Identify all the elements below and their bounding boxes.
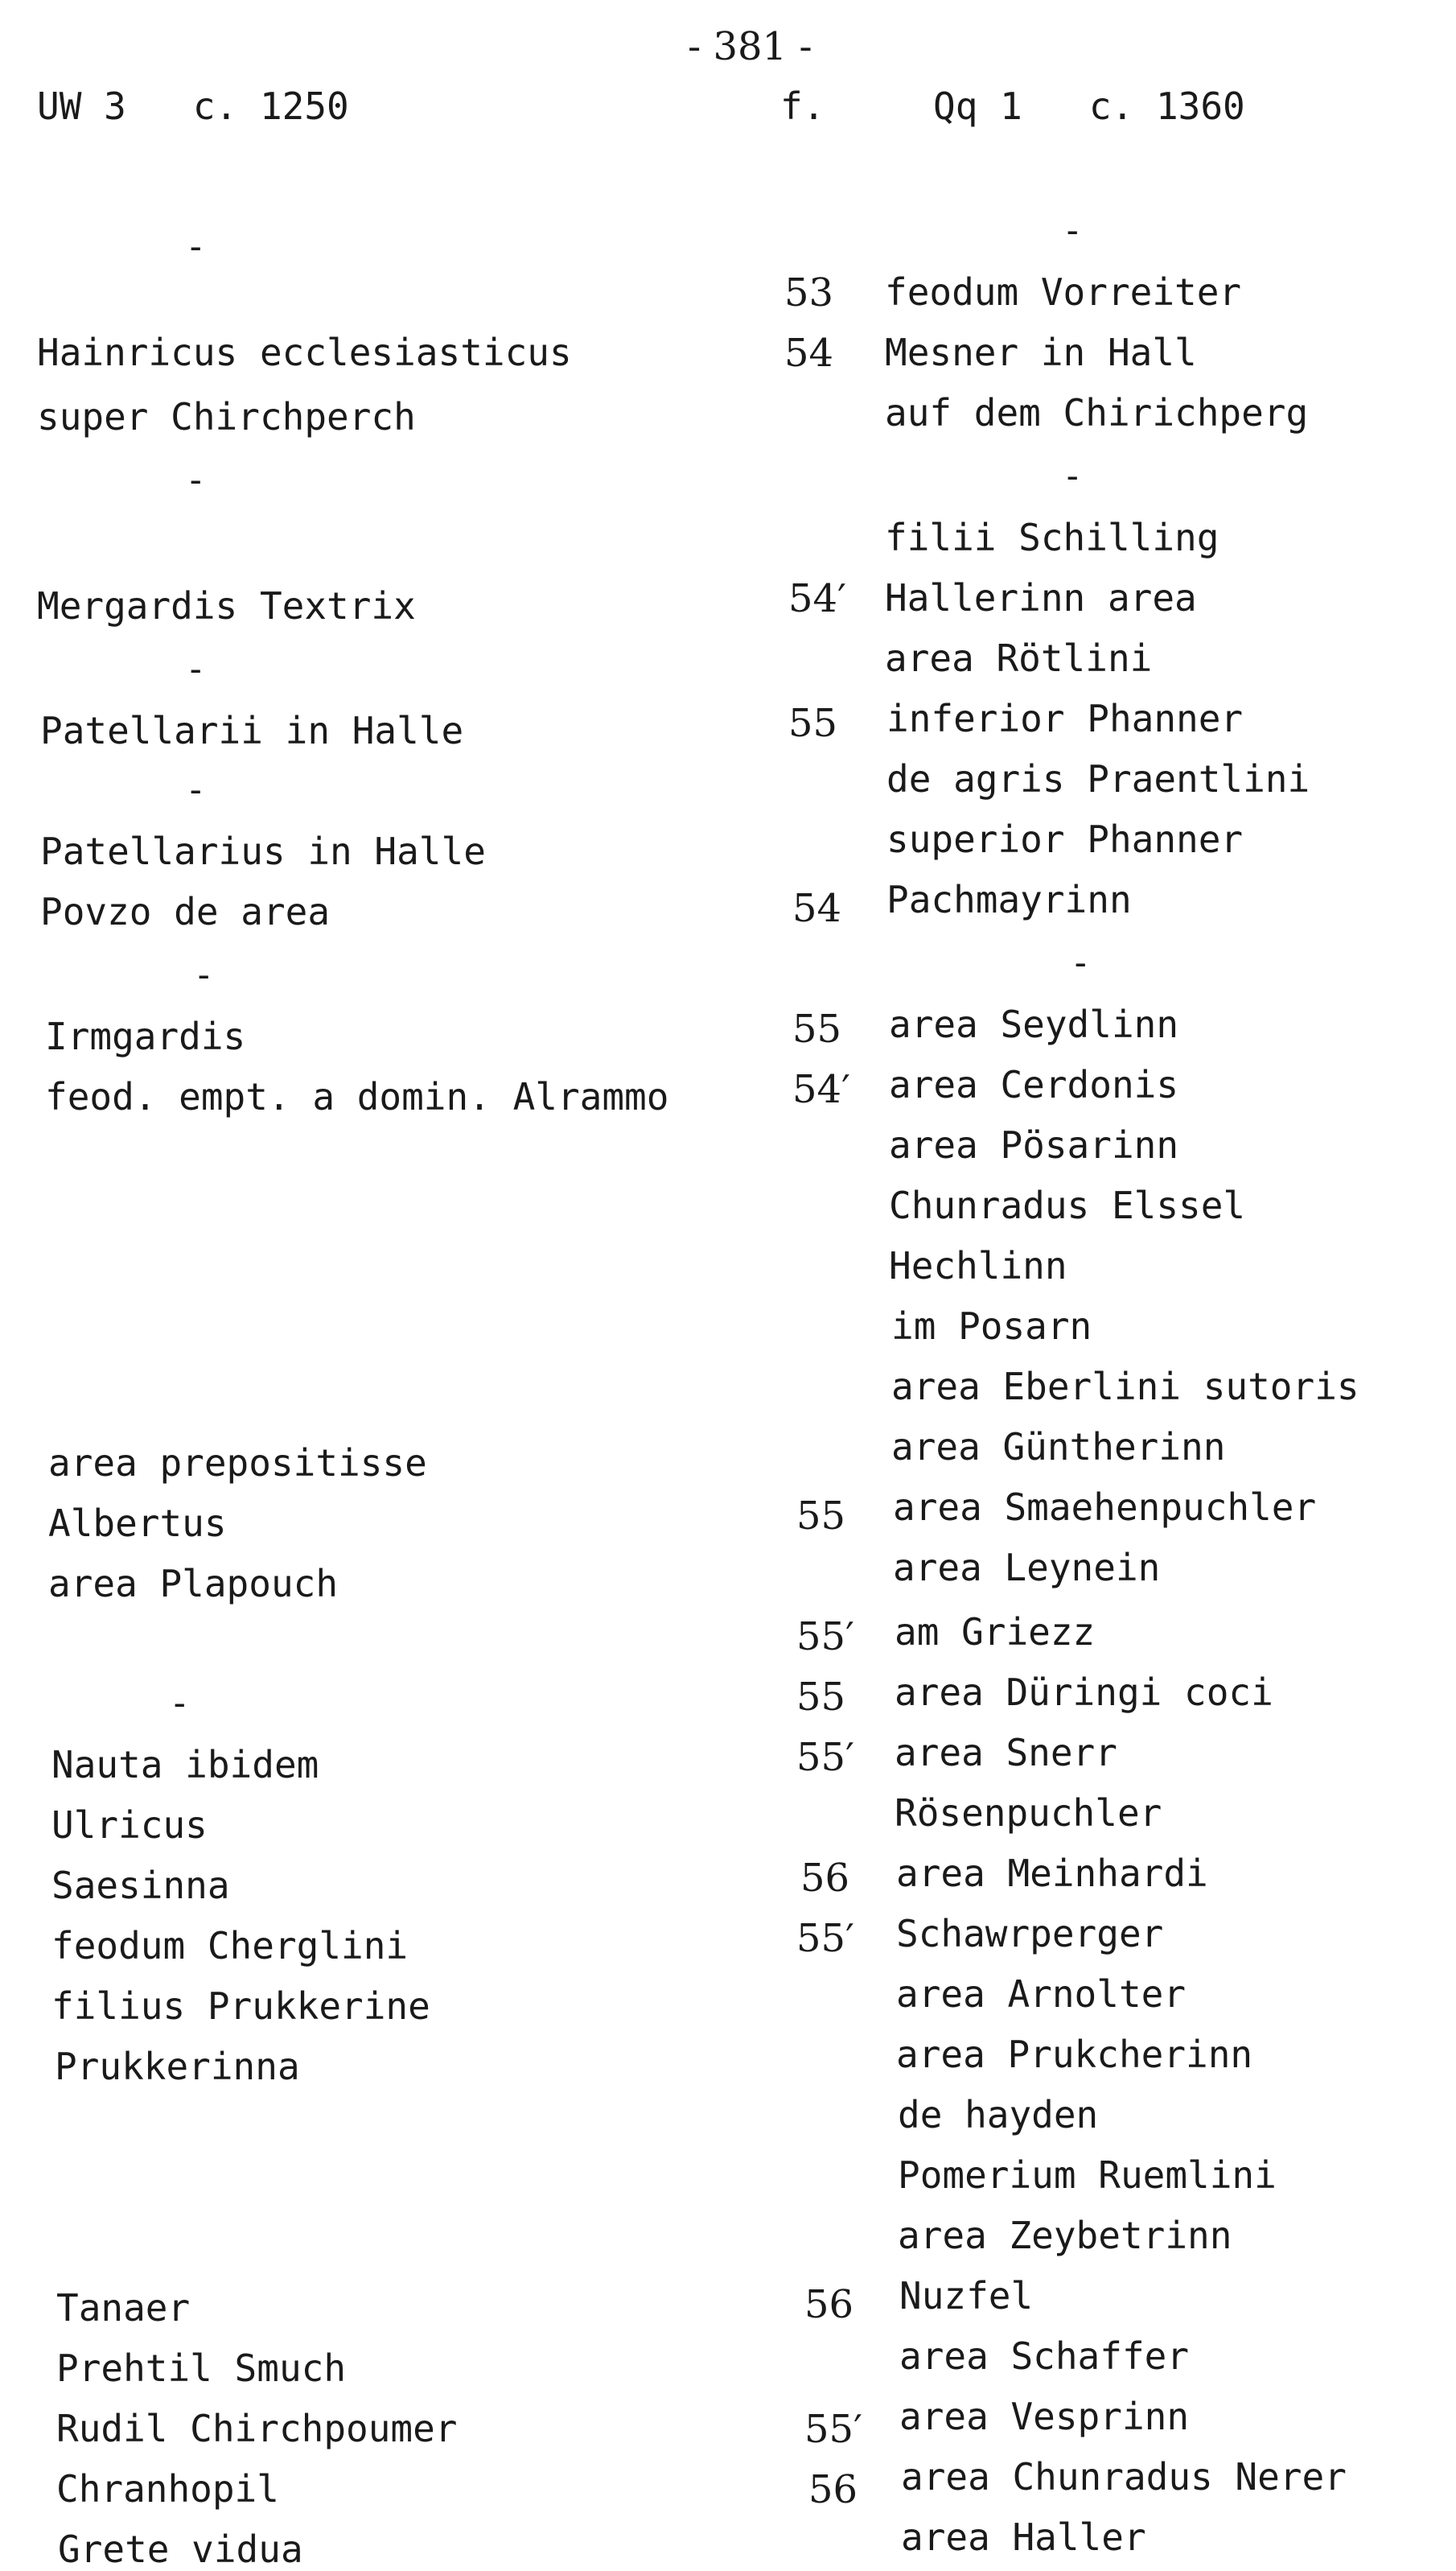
left-entry-chranhopil-26: Chranhopil — [56, 2467, 279, 2511]
right-entry-chunradus-elssel-16: Chunradus Elssel — [889, 1184, 1246, 1227]
folio-entry-53-0: 53 — [784, 270, 834, 315]
left-entry-feodum-cherglini-20: feodum Cherglini — [51, 1924, 409, 1967]
left-entry-super-chirchperch-2: super Chirchperch — [37, 395, 416, 439]
right-entry-area-zeybetrinn-33: area Zeybetrinn — [898, 2214, 1232, 2257]
right-entry-pomerium-ruemlini-32: Pomerium Ruemlini — [898, 2153, 1277, 2197]
left-entry-hainricus-ecclesiasticus-1: Hainricus ecclesiasticus — [37, 331, 572, 374]
header-left: UW 3 c. 1250 — [37, 84, 349, 128]
right-entry-hallerinn-area-6: Hallerinn area — [885, 576, 1197, 620]
left-entry-area-prepositisse-13: area prepositisse — [48, 1441, 427, 1485]
right-entry-area-g-ntherinn-20: area Güntherinn — [891, 1425, 1226, 1469]
folio-entry-56-15: 56 — [808, 2467, 858, 2512]
left-entry-patellarii-in-halle-6: Patellarii in Halle — [40, 709, 464, 752]
folio-entry-55-7: 55 — [796, 1494, 846, 1539]
right-entry-mesner-in-hall-2: Mesner in Hall — [885, 331, 1197, 374]
right-separator-dash-0: - — [1062, 210, 1084, 251]
folio-entry-55-3: 55 — [788, 701, 838, 746]
page-number: - 381 - — [688, 24, 812, 69]
right-entry-area-haller-38: area Haller — [901, 2515, 1146, 2559]
right-entry-de-agris-praentlini-9: de agris Praentlini — [886, 757, 1310, 801]
folio-entry-54-4: 54 — [792, 886, 842, 931]
folio-entry-54-2: 54′ — [788, 576, 846, 621]
left-separator-dash-3: - — [185, 459, 207, 501]
left-separator-dash-16: - — [169, 1683, 191, 1724]
right-entry-area-meinhardi-27: area Meinhardi — [896, 1852, 1208, 1895]
right-entry-inferior-phanner-8: inferior Phanner — [886, 697, 1244, 740]
left-separator-dash-5: - — [185, 649, 207, 690]
left-entry-irmgardis-11: Irmgardis — [45, 1015, 246, 1058]
left-entry-prukkerinna-22: Prukkerinna — [55, 2045, 300, 2088]
folio-entry-55-5: 55 — [792, 1007, 842, 1052]
right-separator-dash-4: - — [1062, 455, 1084, 496]
left-entry-mergardis-textrix-4: Mergardis Textrix — [37, 584, 416, 628]
left-entry-prehtil-smuch-24: Prehtil Smuch — [56, 2346, 347, 2390]
right-entry-area-r-tlini-7: area Rötlini — [885, 637, 1153, 680]
right-entry-schawrperger-28: Schawrperger — [896, 1912, 1164, 1955]
left-entry-ulricus-18: Ulricus — [51, 1803, 208, 1847]
right-entry-area-eberlini-sutoris-19: area Eberlini sutoris — [891, 1365, 1359, 1408]
folio-entry-54-6: 54′ — [792, 1067, 850, 1112]
left-entry-tanaer-23: Tanaer — [56, 2286, 191, 2330]
left-separator-dash-10: - — [193, 954, 215, 995]
folio-entry-55-9: 55 — [796, 1675, 846, 1720]
folio-entry-56-13: 56 — [804, 2282, 854, 2327]
right-entry-pachmayrinn-11: Pachmayrinn — [886, 878, 1132, 921]
header-right: Qq 1 c. 1360 — [933, 84, 1245, 128]
folio-entry-54-1: 54 — [784, 331, 834, 376]
left-entry-nauta-ibidem-17: Nauta ibidem — [51, 1743, 319, 1786]
right-entry-area-smaehenpuchler-21: area Smaehenpuchler — [893, 1485, 1317, 1529]
right-entry-superior-phanner-10: superior Phanner — [886, 818, 1244, 861]
right-entry-area-leynein-22: area Leynein — [893, 1546, 1161, 1589]
right-entry-area-schaffer-35: area Schaffer — [899, 2334, 1190, 2378]
right-entry-area-arnolter-29: area Arnolter — [896, 1972, 1187, 2016]
left-entry-rudil-chirchpoumer-25: Rudil Chirchpoumer — [56, 2407, 458, 2450]
right-entry-area-p-sarinn-15: area Pösarinn — [889, 1123, 1179, 1167]
right-entry-nuzfel-34: Nuzfel — [899, 2274, 1034, 2318]
right-entry-area-cerdonis-14: area Cerdonis — [889, 1063, 1179, 1106]
left-entry-povzo-de-area-9: Povzo de area — [40, 890, 331, 933]
right-entry-area-chunradus-nerer-37: area Chunradus Nerer — [901, 2455, 1347, 2499]
right-entry-filii-schilling-5: filii Schilling — [885, 516, 1220, 559]
folio-entry-55-12: 55′ — [796, 1916, 854, 1961]
right-separator-dash-12: - — [1070, 942, 1092, 983]
left-separator-dash-7: - — [185, 769, 207, 810]
right-entry-auf-dem-chirichperg-3: auf dem Chirichperg — [885, 391, 1309, 435]
right-entry-area-vesprinn-36: area Vesprinn — [899, 2395, 1190, 2438]
right-entry-am-griezz-23: am Griezz — [895, 1610, 1096, 1654]
left-separator-dash-0: - — [185, 226, 207, 267]
left-entry-grete-vidua-27: Grete vidua — [58, 2528, 303, 2571]
right-entry-r-senpuchler-26: Rösenpuchler — [895, 1791, 1162, 1835]
right-entry-area-d-ringi-coci-24: area Düringi coci — [895, 1671, 1273, 1714]
left-entry-area-plapouch-15: area Plapouch — [48, 1562, 339, 1605]
folio-entry-55-8: 55′ — [796, 1614, 854, 1659]
right-entry-area-snerr-25: area Snerr — [895, 1731, 1117, 1774]
header-folio: f. — [780, 84, 825, 128]
left-entry-patellarius-in-halle-8: Patellarius in Halle — [40, 830, 486, 873]
right-entry-im-posarn-18: im Posarn — [891, 1304, 1092, 1348]
right-entry-feodum-vorreiter-1: feodum Vorreiter — [885, 270, 1242, 314]
folio-entry-55-14: 55′ — [804, 2407, 862, 2452]
right-entry-de-hayden-31: de hayden — [898, 2093, 1099, 2136]
left-entry-filius-prukkerine-21: filius Prukkerine — [51, 1984, 430, 2028]
right-entry-area-seydlinn-13: area Seydlinn — [889, 1003, 1179, 1046]
left-entry-feod-empt-a-domin-alrammo-12: feod. empt. a domin. Alrammo — [45, 1075, 669, 1119]
right-entry-hechlinn-17: Hechlinn — [889, 1244, 1067, 1288]
left-entry-saesinna-19: Saesinna — [51, 1864, 230, 1907]
folio-entry-56-11: 56 — [800, 1856, 850, 1901]
folio-entry-55-10: 55′ — [796, 1735, 854, 1780]
left-entry-albertus-14: Albertus — [48, 1502, 227, 1545]
right-entry-area-prukcherinn-30: area Prukcherinn — [896, 2033, 1253, 2076]
